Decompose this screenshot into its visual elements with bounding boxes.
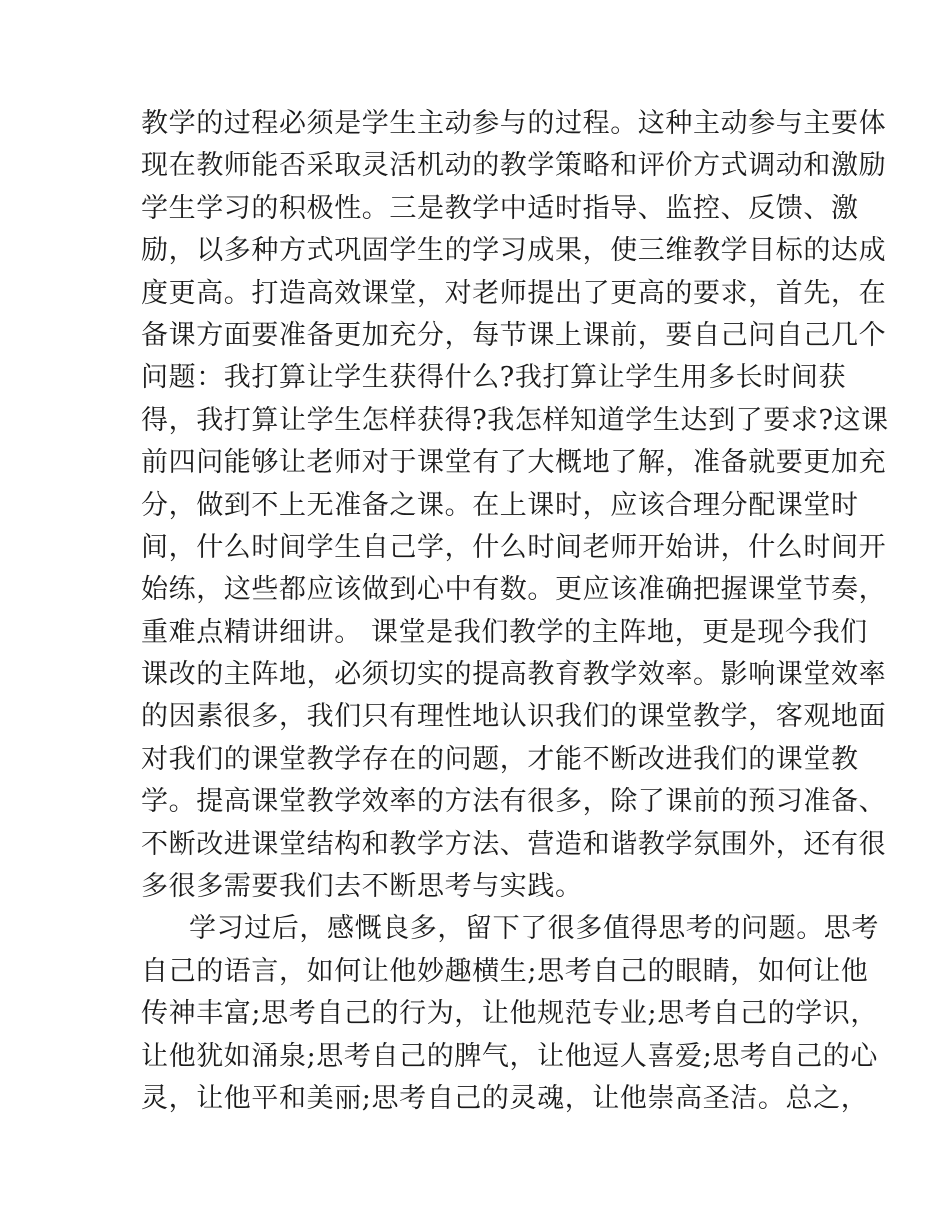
text-line: 现在教师能否采取灵活机动的教学策略和评价方式调动和激励	[141, 150, 887, 182]
body-text	[141, 103, 889, 1120]
text-line: 课改的主阵地，必须切实的提高教育教学效率。影响课堂效率	[141, 659, 887, 691]
text-line: 不断改进课堂结构和教学方法、营造和谐教学氛围外，还有很	[141, 828, 887, 860]
paragraph-start-line: 学习过后，感慨良多，留下了很多值得思考的问题。思考	[189, 913, 879, 945]
text-line: 多很多需要我们去不断思考与实践。	[141, 871, 583, 903]
text-line: 间，什么时间学生自己学，什么时间老师开始讲，什么时间开	[141, 531, 887, 563]
text-line: 对我们的课堂教学存在的问题，才能不断改进我们的课堂教	[141, 743, 859, 775]
text-line: 自己的语言，如何让他妙趣横生;思考自己的眼睛，如何让他	[141, 955, 869, 987]
text-line: 的因素很多，我们只有理性地认识我们的课堂教学，客观地面	[141, 701, 887, 733]
text-line: 重难点精讲细讲。 课堂是我们教学的主阵地，更是现今我们	[141, 616, 868, 648]
text-line: 灵，让他平和美丽;思考自己的灵魂，让他崇高圣洁。总之，	[141, 1082, 869, 1114]
text-line: 度更高。打造高效课堂，对老师提出了更高的要求，首先，在	[141, 277, 887, 309]
text-line: 始练，这些都应该做到心中有数。更应该准确把握课堂节奏，	[141, 574, 887, 606]
text-line: 问题：我打算让学生获得什么?我打算让学生用多长时间获	[141, 362, 847, 394]
text-line: 传神丰富;思考自己的行为，让他规范专业;思考自己的学识，	[141, 998, 878, 1030]
text-line: 备课方面要准备更加充分，每节课上课前，要自己问自己几个	[141, 319, 887, 351]
text-line: 学生学习的积极性。三是教学中适时指导、监控、反馈、激	[141, 192, 859, 224]
text-line: 分，做到不上无准备之课。在上课时，应该合理分配课堂时	[141, 489, 859, 521]
text-line: 得，我打算让学生怎样获得?我怎样知道学生达到了要求?这课	[141, 404, 889, 436]
text-line: 励，以多种方式巩固学生的学习成果，使三维教学目标的达成	[141, 235, 887, 267]
text-line: 教学的过程必须是学生主动参与的过程。这种主动参与主要体	[141, 108, 887, 139]
text-line: 让他犹如涌泉;思考自己的脾气，让他逗人喜爱;思考自己的心	[141, 1040, 878, 1072]
text-line: 学。提高课堂教学效率的方法有很多，除了课前的预习准备、	[141, 786, 887, 818]
text-line: 前四问能够让老师对于课堂有了大概地了解，准备就要更加充	[141, 447, 887, 479]
